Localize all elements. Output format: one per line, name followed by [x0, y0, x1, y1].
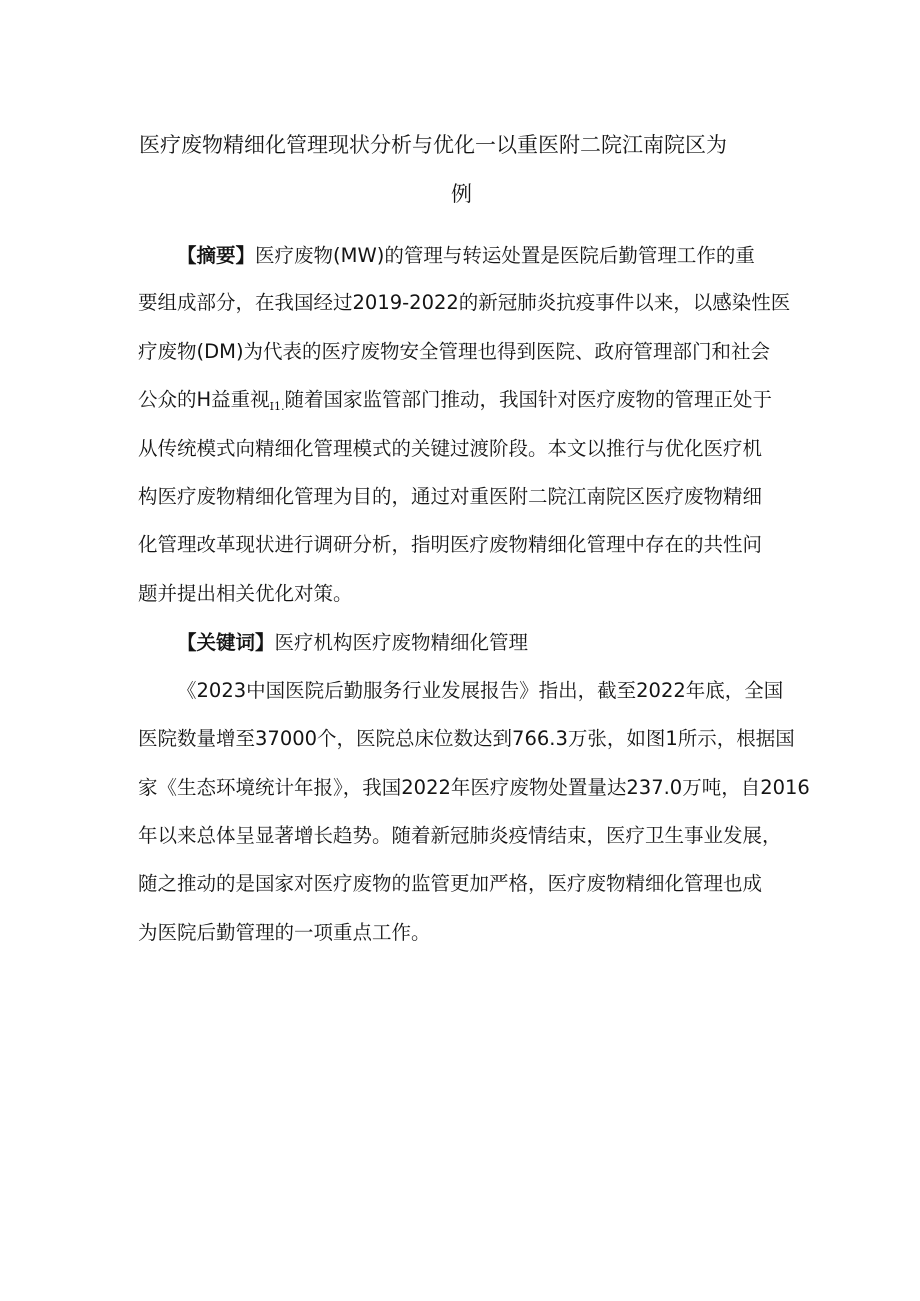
keywords-label: 【关键词】 [177, 631, 275, 654]
abstract-label: 【摘要】 [177, 244, 256, 267]
body-line-2: 医院数量增至37000个，医院总床位数达到766.3万张，如图1所示，根据国 [138, 727, 795, 750]
abstract-text-1: 医疗废物(MW)的管理与转运处置是医院后勤管理工作的重 [255, 244, 755, 267]
abstract-line-8: 题并提出相关优化对策。 [138, 582, 353, 605]
abstract-line-3: 疗废物(DM)为代表的医疗废物安全管理也得到医院、政府管理部门和社会 [138, 340, 771, 363]
keywords-text: 医疗机构医疗废物精细化管理 [274, 631, 529, 654]
body-line-3: 家《生态环境统计年报》，我国2022年医疗废物处置量达237.0万吨，自2016 [138, 776, 810, 799]
paper-title-line-1: 医疗废物精细化管理现状分析与优化一以重医附二院江南院区为 [139, 133, 727, 157]
body-line-1: 《2023中国医院后勤服务行业发展报告》指出，截至2022年底，全国 [177, 679, 784, 702]
body-line-6: 为医院后勤管理的一项重点工作。 [138, 921, 431, 944]
abstract-line-5: 从传统模式向精细化管理模式的关键过渡阶段。本文以推行与优化医疗机 [138, 437, 763, 460]
abstract-text-4b: 随着国家监管部门推动，我国针对医疗废物的管理正处于 [284, 388, 773, 411]
body-line-4: 年以来总体呈显著增长趋势。随着新冠肺炎疫情结束，医疗卫生事业发展， [138, 824, 782, 847]
keywords-line [177, 627, 528, 655]
abstract-line-2: 要组成部分，在我国经过2019-2022的新冠肺炎抗疫事件以来，以感染性医 [138, 291, 791, 314]
abstract-text-4a: 公众的H益重视 [138, 388, 270, 411]
paper-title-line-2: 例 [451, 182, 472, 206]
abstract-line-4 [138, 384, 772, 412]
body-line-5: 随之推动的是国家对医疗废物的监管更加严格，医疗废物精细化管理也成 [138, 872, 763, 895]
abstract-line-1 [177, 240, 755, 268]
abstract-line-6: 构医疗废物精细化管理为目的，通过对重医附二院江南院区医疗废物精细 [138, 485, 763, 508]
citation-marker: I1. [269, 400, 285, 413]
abstract-line-7: 化管理改革现状进行调研分析，指明医疗废物精细化管理中存在的共性问 [138, 533, 763, 556]
